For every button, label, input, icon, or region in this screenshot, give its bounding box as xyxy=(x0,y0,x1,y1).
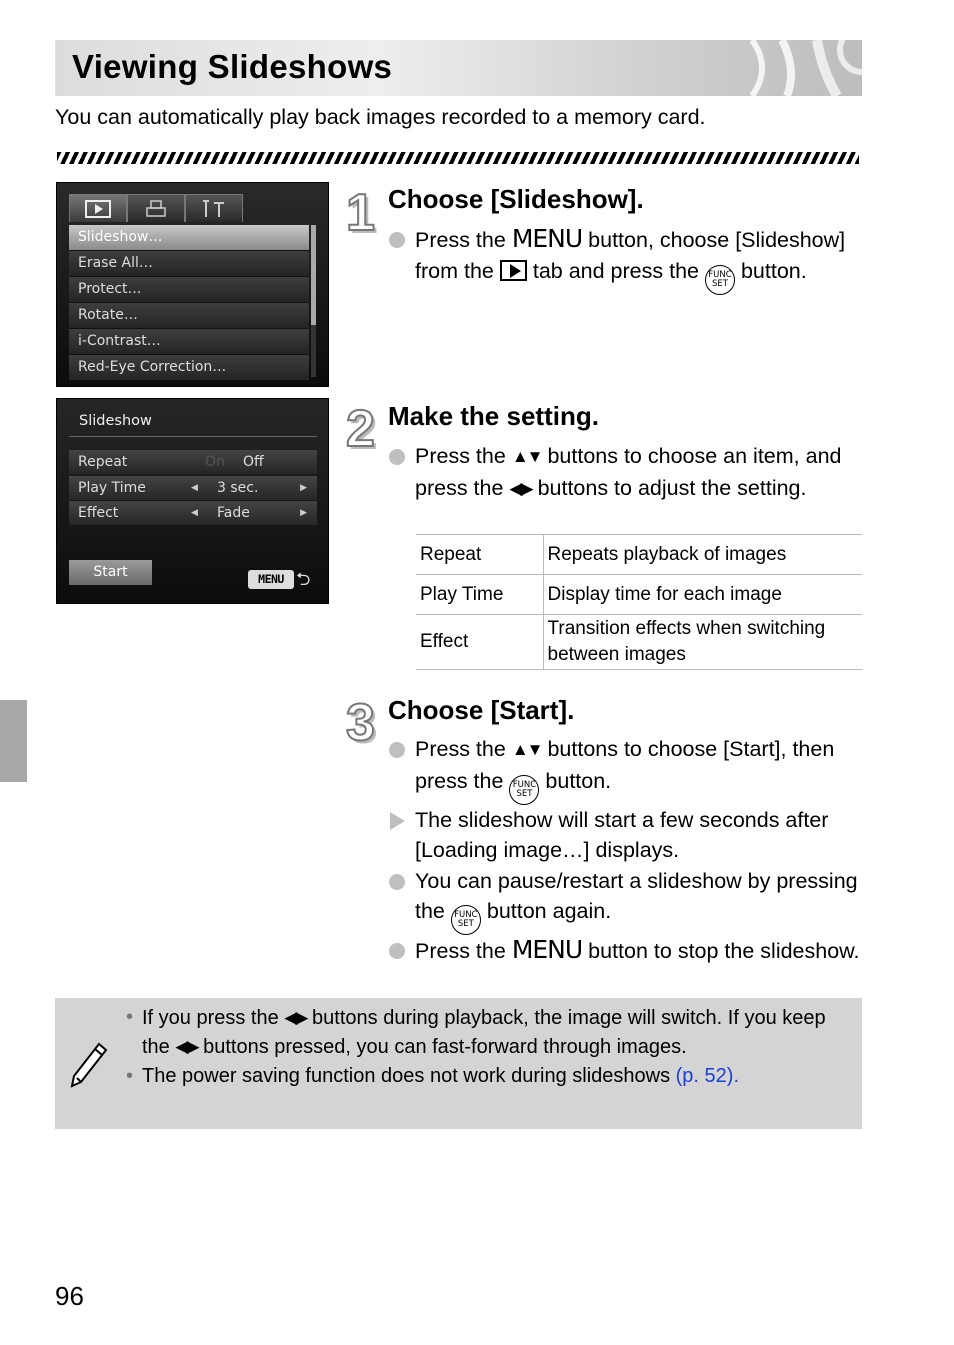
step3-bullets xyxy=(388,734,862,967)
table-cell-desc: Repeats playback of images xyxy=(543,535,862,575)
text: tab and press the xyxy=(532,258,699,283)
up-down-buttons-icon: ▲▼ xyxy=(511,447,542,466)
note-list xyxy=(125,1004,840,1093)
settings-table xyxy=(416,534,862,670)
page-reference-link[interactable]: (p. 52) xyxy=(675,1065,734,1087)
setting-row-play-time xyxy=(69,476,317,500)
note-item xyxy=(125,1004,840,1061)
slideshow-screen-title: Slideshow xyxy=(79,413,152,429)
menu-button-icon: MENU xyxy=(511,224,583,253)
text: . xyxy=(733,1065,740,1087)
text: Press the xyxy=(415,939,506,964)
set-label: SET xyxy=(712,278,728,289)
text: buttons to adjust the setting. xyxy=(537,475,807,500)
camera-menu-list xyxy=(69,225,309,381)
func-label: FUNC xyxy=(708,269,732,280)
slideshow-settings-list xyxy=(69,450,317,527)
print-icon xyxy=(145,200,167,218)
set-label: SET xyxy=(457,919,474,930)
step-number-3: 3 xyxy=(346,694,375,752)
table-row xyxy=(416,615,862,670)
note-item xyxy=(125,1063,840,1091)
chapter-side-tab xyxy=(0,700,27,782)
camera-menu-screen xyxy=(56,182,329,387)
menu-item-erase-all: Erase All… xyxy=(69,251,309,277)
note-box xyxy=(55,998,862,1129)
print-tab xyxy=(127,194,185,222)
left-right-buttons-icon: ◀▶ xyxy=(284,1008,307,1027)
step2-bullets xyxy=(388,441,862,504)
func-label: FUNC xyxy=(512,779,537,790)
left-arrow-icon: ◀ xyxy=(191,482,198,493)
bullet-dot-icon xyxy=(389,232,405,248)
menu-item-slideshow: Slideshow… xyxy=(69,225,309,251)
playback-tab-icon xyxy=(500,260,527,281)
text: button. xyxy=(545,768,612,793)
text: Press the xyxy=(415,444,506,468)
step-number-2: 2 xyxy=(346,400,375,458)
start-button: Start xyxy=(69,560,152,585)
text: Press the xyxy=(415,737,506,761)
step1-bullets xyxy=(388,224,862,295)
playback-tab xyxy=(69,194,127,222)
left-right-buttons-icon: ◀▶ xyxy=(509,478,532,498)
right-arrow-icon: ▶ xyxy=(300,482,307,493)
note-bullet-icon: • xyxy=(126,1065,134,1087)
setting-option-on: On xyxy=(205,454,225,470)
bullet-dot-icon xyxy=(389,874,405,890)
text: The power saving function does not work during slideshows xyxy=(142,1065,671,1087)
table-cell-desc: Transition effects when switching between images xyxy=(543,615,862,670)
step3-bullet xyxy=(388,935,862,967)
slideshow-settings-screen xyxy=(56,398,329,604)
text: button to stop the slideshow. xyxy=(588,939,860,964)
setting-value: Off xyxy=(243,454,264,470)
text: The slideshow will start a few seconds after [Loading image…] displays. xyxy=(415,807,829,863)
bullet-dot-icon xyxy=(389,943,405,959)
menu-item-i-contrast: i-Contrast… xyxy=(69,329,309,355)
left-arrow-icon: ◀ xyxy=(191,508,198,518)
menu-badge: MENU xyxy=(248,570,294,589)
text: buttons pressed, you can fast-forward through images. xyxy=(203,1035,687,1058)
step3-title: Choose [Start]. xyxy=(388,695,575,725)
scroll-thumb xyxy=(311,225,316,325)
table-cell-desc: Display time for each image xyxy=(543,575,862,615)
text: buttons during playback, the image will switch. If you keep the xyxy=(142,1007,826,1058)
setting-row-effect xyxy=(69,501,317,525)
func-set-button-icon xyxy=(705,265,735,295)
step2-bullet xyxy=(388,441,862,504)
step1-bullet xyxy=(388,224,862,295)
setting-row-repeat xyxy=(69,450,317,474)
setting-label: Effect xyxy=(78,505,119,521)
text: buttons to choose [Start], then press the xyxy=(415,737,835,793)
step-number-1: 1 xyxy=(346,184,375,242)
settings-tab xyxy=(185,194,243,222)
table-row xyxy=(416,575,862,615)
step3-bullet xyxy=(388,734,862,805)
table-cell-item: Repeat xyxy=(416,535,543,575)
step3-bullet xyxy=(388,866,862,936)
banner-arcs-decoration xyxy=(742,40,862,96)
menu-item-red-eye: Red-Eye Correction… xyxy=(69,355,309,381)
pencil-icon xyxy=(69,1040,109,1090)
setting-label: Play Time xyxy=(78,479,146,496)
bullet-dot-icon xyxy=(389,742,405,758)
page-number: 96 xyxy=(55,1281,84,1311)
text: button. xyxy=(740,258,807,283)
screen-divider xyxy=(69,436,317,437)
func-label: FUNC xyxy=(454,910,478,921)
table-row xyxy=(416,535,862,575)
up-down-buttons-icon: ▲▼ xyxy=(511,740,542,759)
playback-icon xyxy=(85,200,111,218)
text: If you press the xyxy=(142,1007,279,1029)
text: buttons to choose an item, and press the xyxy=(415,444,842,500)
step3-result xyxy=(388,805,862,866)
result-arrow-icon xyxy=(390,812,405,830)
left-right-buttons-icon: ◀▶ xyxy=(175,1036,198,1056)
text: Press the xyxy=(415,228,506,252)
step1-title: Choose [Slideshow]. xyxy=(388,184,644,214)
camera-tab-bar xyxy=(69,194,245,222)
menu-button-icon: MENU xyxy=(511,935,583,965)
menu-scrollbar xyxy=(311,225,316,377)
bullet-dot-icon xyxy=(389,449,405,465)
func-set-button-icon xyxy=(451,905,481,935)
setting-value: Fade xyxy=(217,505,250,521)
menu-item-protect: Protect… xyxy=(69,277,309,303)
setting-value: 3 sec. xyxy=(217,479,259,496)
page-title: Viewing Slideshows xyxy=(72,48,393,85)
func-set-button-icon xyxy=(509,775,539,805)
return-arrow-icon: ⮌ xyxy=(296,569,311,590)
right-arrow-icon: ▶ xyxy=(300,508,307,518)
table-cell-item: Effect xyxy=(416,615,543,670)
step2-title: Make the setting. xyxy=(388,401,599,431)
note-bullet-icon: • xyxy=(126,1006,134,1028)
setting-label: Repeat xyxy=(78,454,128,470)
set-label: SET xyxy=(516,788,533,799)
text: You can pause/restart a slideshow by pressing the xyxy=(415,868,858,924)
text: button again. xyxy=(486,899,612,924)
hatched-divider xyxy=(57,152,859,164)
title-banner xyxy=(55,40,862,96)
text: button, choose [Slideshow] from the xyxy=(415,228,846,283)
intro-text: You can automatically play back images recorded to a memory card. xyxy=(55,105,706,129)
menu-item-rotate: Rotate… xyxy=(69,303,309,329)
wrench-icon xyxy=(202,199,226,219)
table-cell-item: Play Time xyxy=(416,575,543,615)
